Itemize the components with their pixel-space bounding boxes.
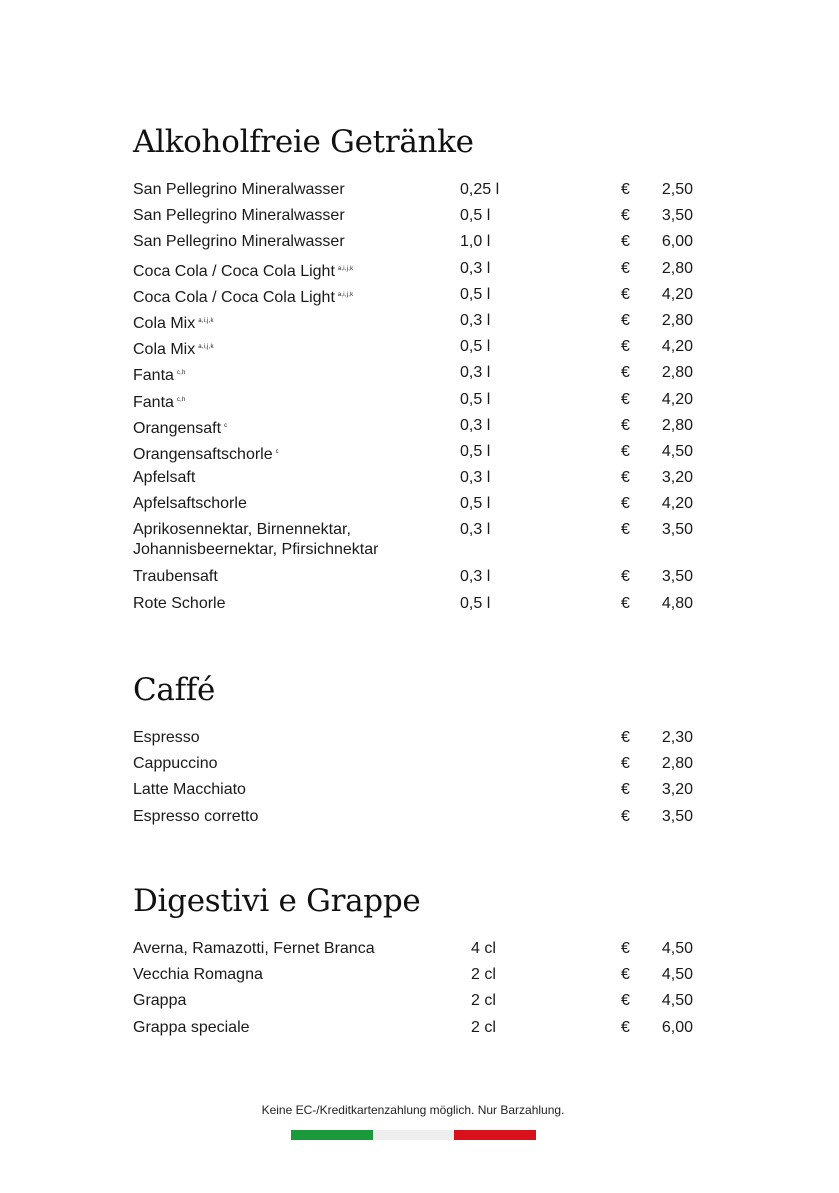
item-price: 4,80 [661, 594, 693, 612]
item-volume: 0,5 l [460, 495, 491, 513]
item-name-text: Aprikosennektar, Birnennektar, [133, 521, 351, 539]
menu-item-row [133, 416, 703, 442]
currency-symbol: € [621, 364, 630, 382]
item-price: 2,80 [661, 311, 693, 329]
item-name [133, 259, 453, 282]
item-name-text: Latte Macchiato [133, 781, 246, 799]
currency-symbol: € [621, 233, 630, 251]
currency-symbol: € [621, 568, 630, 586]
allergen-codes: a,i,j,k [337, 265, 354, 272]
currency-symbol: € [621, 729, 630, 746]
item-price: 2,80 [661, 416, 693, 434]
allergen-codes: a,i,j,k [337, 291, 354, 298]
allergen-codes: c [275, 448, 279, 455]
section-title-alkoholfrei: Alkoholfreie Getränke [133, 124, 474, 160]
item-name-text: Apfelsaftschorle [133, 495, 247, 513]
currency-symbol: € [621, 416, 630, 434]
allergen-codes: c,h [176, 396, 186, 403]
payment-note: Keine EC-/Kreditkartenzahlung möglich. Nur Barzahlung. [261, 1103, 565, 1117]
item-price: 4,50 [661, 940, 693, 957]
item-price: 6,00 [661, 1018, 693, 1036]
menu-item-row [133, 390, 703, 416]
item-price: 3,50 [661, 207, 693, 225]
menu-item-row [133, 494, 703, 520]
item-price: 2,80 [661, 755, 693, 773]
item-name [133, 728, 453, 748]
item-volume: 2 cl [471, 966, 496, 984]
currency-symbol: € [621, 807, 630, 825]
italian-flag-bar [291, 1130, 536, 1140]
currency-symbol: € [621, 755, 630, 773]
currency-symbol: € [621, 442, 630, 460]
currency-symbol: € [621, 338, 630, 356]
item-volume: 4 cl [471, 940, 496, 957]
item-name [133, 494, 453, 514]
item-volume: 0,25 l [460, 181, 500, 198]
item-name [133, 754, 453, 774]
item-name-text: Fanta [133, 393, 174, 411]
item-volume: 2 cl [471, 992, 496, 1010]
item-name [133, 390, 453, 413]
item-volume: 0,5 l [460, 594, 491, 612]
menu-item-row [133, 754, 703, 780]
item-volume: 1,0 l [460, 233, 491, 251]
currency-symbol: € [621, 207, 630, 225]
item-name-text: Cola Mix [133, 314, 196, 332]
item-name-text: Espresso corretto [133, 807, 259, 825]
menu-item-row [133, 939, 703, 965]
section-title-digestivi: Digestivi e Grappe [133, 883, 421, 919]
item-price: 2,80 [661, 259, 693, 277]
item-volume: 0,5 l [460, 442, 491, 460]
item-name [133, 991, 453, 1011]
menu-item-row [133, 991, 703, 1017]
currency-symbol: € [621, 311, 630, 329]
item-name-text: Espresso [133, 729, 200, 746]
item-name-text: Apfelsaft [133, 469, 196, 487]
menu-item-row [133, 520, 703, 567]
menu-item-row [133, 965, 703, 991]
item-name [133, 594, 453, 614]
item-name [133, 232, 453, 252]
menu-item-row [133, 363, 703, 389]
item-price: 3,20 [661, 469, 693, 487]
menu-list-alkoholfrei [133, 180, 703, 620]
item-price: 4,20 [661, 338, 693, 356]
menu-item-row [133, 780, 703, 806]
item-name-text: Coca Cola / Coca Cola Light [133, 262, 335, 280]
menu-item-row [133, 468, 703, 494]
menu-item-row [133, 1018, 703, 1044]
flag-stripe-green [291, 1130, 373, 1140]
menu-item-row [133, 594, 703, 620]
item-name [133, 285, 453, 308]
item-volume: 2 cl [471, 1018, 496, 1036]
item-volume: 0,3 l [460, 469, 491, 487]
section-title-caffe: Caffé [133, 672, 215, 708]
currency-symbol: € [621, 781, 630, 799]
item-name-text: Rote Schorle [133, 594, 226, 612]
item-price: 2,30 [661, 729, 693, 746]
currency-symbol: € [621, 390, 630, 408]
item-name [133, 363, 453, 386]
item-name-text: Orangensaft [133, 419, 222, 437]
menu-list-caffe [133, 728, 703, 833]
item-name [133, 311, 453, 334]
item-name-text: Coca Cola / Coca Cola Light [133, 288, 335, 306]
item-volume: 0,3 l [460, 311, 491, 329]
item-name [133, 416, 453, 439]
item-price: 3,50 [661, 521, 693, 539]
currency-symbol: € [621, 469, 630, 487]
item-price: 4,20 [661, 285, 693, 303]
allergen-codes: a,i,j,k [198, 344, 214, 351]
item-name [133, 939, 453, 959]
menu-item-row [133, 206, 703, 232]
item-name [133, 206, 453, 226]
item-name-text: Fanta [133, 367, 174, 385]
item-name [133, 965, 453, 985]
item-price: 4,20 [661, 495, 693, 513]
item-name [133, 337, 453, 360]
item-name-text: Vecchia Romagna [133, 966, 263, 984]
item-volume: 0,5 l [460, 338, 491, 356]
item-name [133, 520, 453, 560]
item-name [133, 468, 453, 488]
item-volume: 0,5 l [460, 390, 491, 408]
item-name-text: Traubensaft [133, 568, 218, 586]
menu-item-row [133, 442, 703, 468]
item-name [133, 442, 453, 465]
currency-symbol: € [621, 940, 630, 957]
item-volume: 0,5 l [460, 207, 491, 225]
item-name-text: Orangensaftschorle [133, 445, 273, 463]
item-name-text: Cola Mix [133, 341, 196, 359]
menu-item-row [133, 337, 703, 363]
item-price: 4,50 [661, 442, 693, 460]
item-name [133, 780, 453, 800]
item-price: 2,80 [661, 364, 693, 382]
item-volume: 0,5 l [460, 285, 491, 303]
item-name-text: San Pellegrino Mineralwasser [133, 181, 345, 198]
allergen-codes: c [224, 422, 228, 429]
currency-symbol: € [621, 966, 630, 984]
flag-stripe-white [373, 1130, 455, 1140]
item-volume: 0,3 l [460, 416, 491, 434]
item-price: 4,20 [661, 390, 693, 408]
item-name-text: Cappuccino [133, 755, 218, 773]
item-name-text: Grappa speciale [133, 1018, 250, 1036]
currency-symbol: € [621, 495, 630, 513]
menu-item-row [133, 807, 703, 833]
item-volume: 0,3 l [460, 568, 491, 586]
flag-stripe-red [454, 1130, 536, 1140]
item-name [133, 807, 453, 827]
item-name-text: Averna, Ramazotti, Fernet Branca [133, 940, 375, 957]
currency-symbol: € [621, 181, 630, 198]
item-name-line2: Johannisbeernektar, Pfirsichnektar [133, 541, 379, 559]
menu-item-row [133, 567, 703, 593]
currency-symbol: € [621, 521, 630, 539]
currency-symbol: € [621, 1018, 630, 1036]
item-price: 3,50 [661, 807, 693, 825]
item-volume: 0,3 l [460, 521, 491, 539]
menu-item-row [133, 259, 703, 285]
menu-item-row [133, 180, 703, 206]
item-name [133, 567, 453, 587]
currency-symbol: € [621, 594, 630, 612]
item-price: 3,20 [661, 781, 693, 799]
menu-list-digestivi [133, 939, 703, 1044]
item-name [133, 1018, 453, 1038]
currency-symbol: € [621, 992, 630, 1010]
item-name-text: San Pellegrino Mineralwasser [133, 207, 345, 225]
currency-symbol: € [621, 285, 630, 303]
allergen-codes: c,h [176, 370, 186, 377]
allergen-codes: a,i,j,k [198, 317, 214, 324]
menu-item-row [133, 311, 703, 337]
item-price: 6,00 [661, 233, 693, 251]
item-price: 3,50 [661, 568, 693, 586]
menu-item-row [133, 285, 703, 311]
item-price: 2,50 [661, 181, 693, 198]
item-price: 4,50 [661, 966, 693, 984]
item-name-text: San Pellegrino Mineralwasser [133, 233, 345, 251]
menu-item-row [133, 232, 703, 258]
item-volume: 0,3 l [460, 364, 491, 382]
currency-symbol: € [621, 259, 630, 277]
item-volume: 0,3 l [460, 259, 491, 277]
item-name [133, 180, 453, 200]
menu-item-row [133, 728, 703, 754]
item-price: 4,50 [661, 992, 693, 1010]
item-name-text: Grappa [133, 992, 187, 1010]
